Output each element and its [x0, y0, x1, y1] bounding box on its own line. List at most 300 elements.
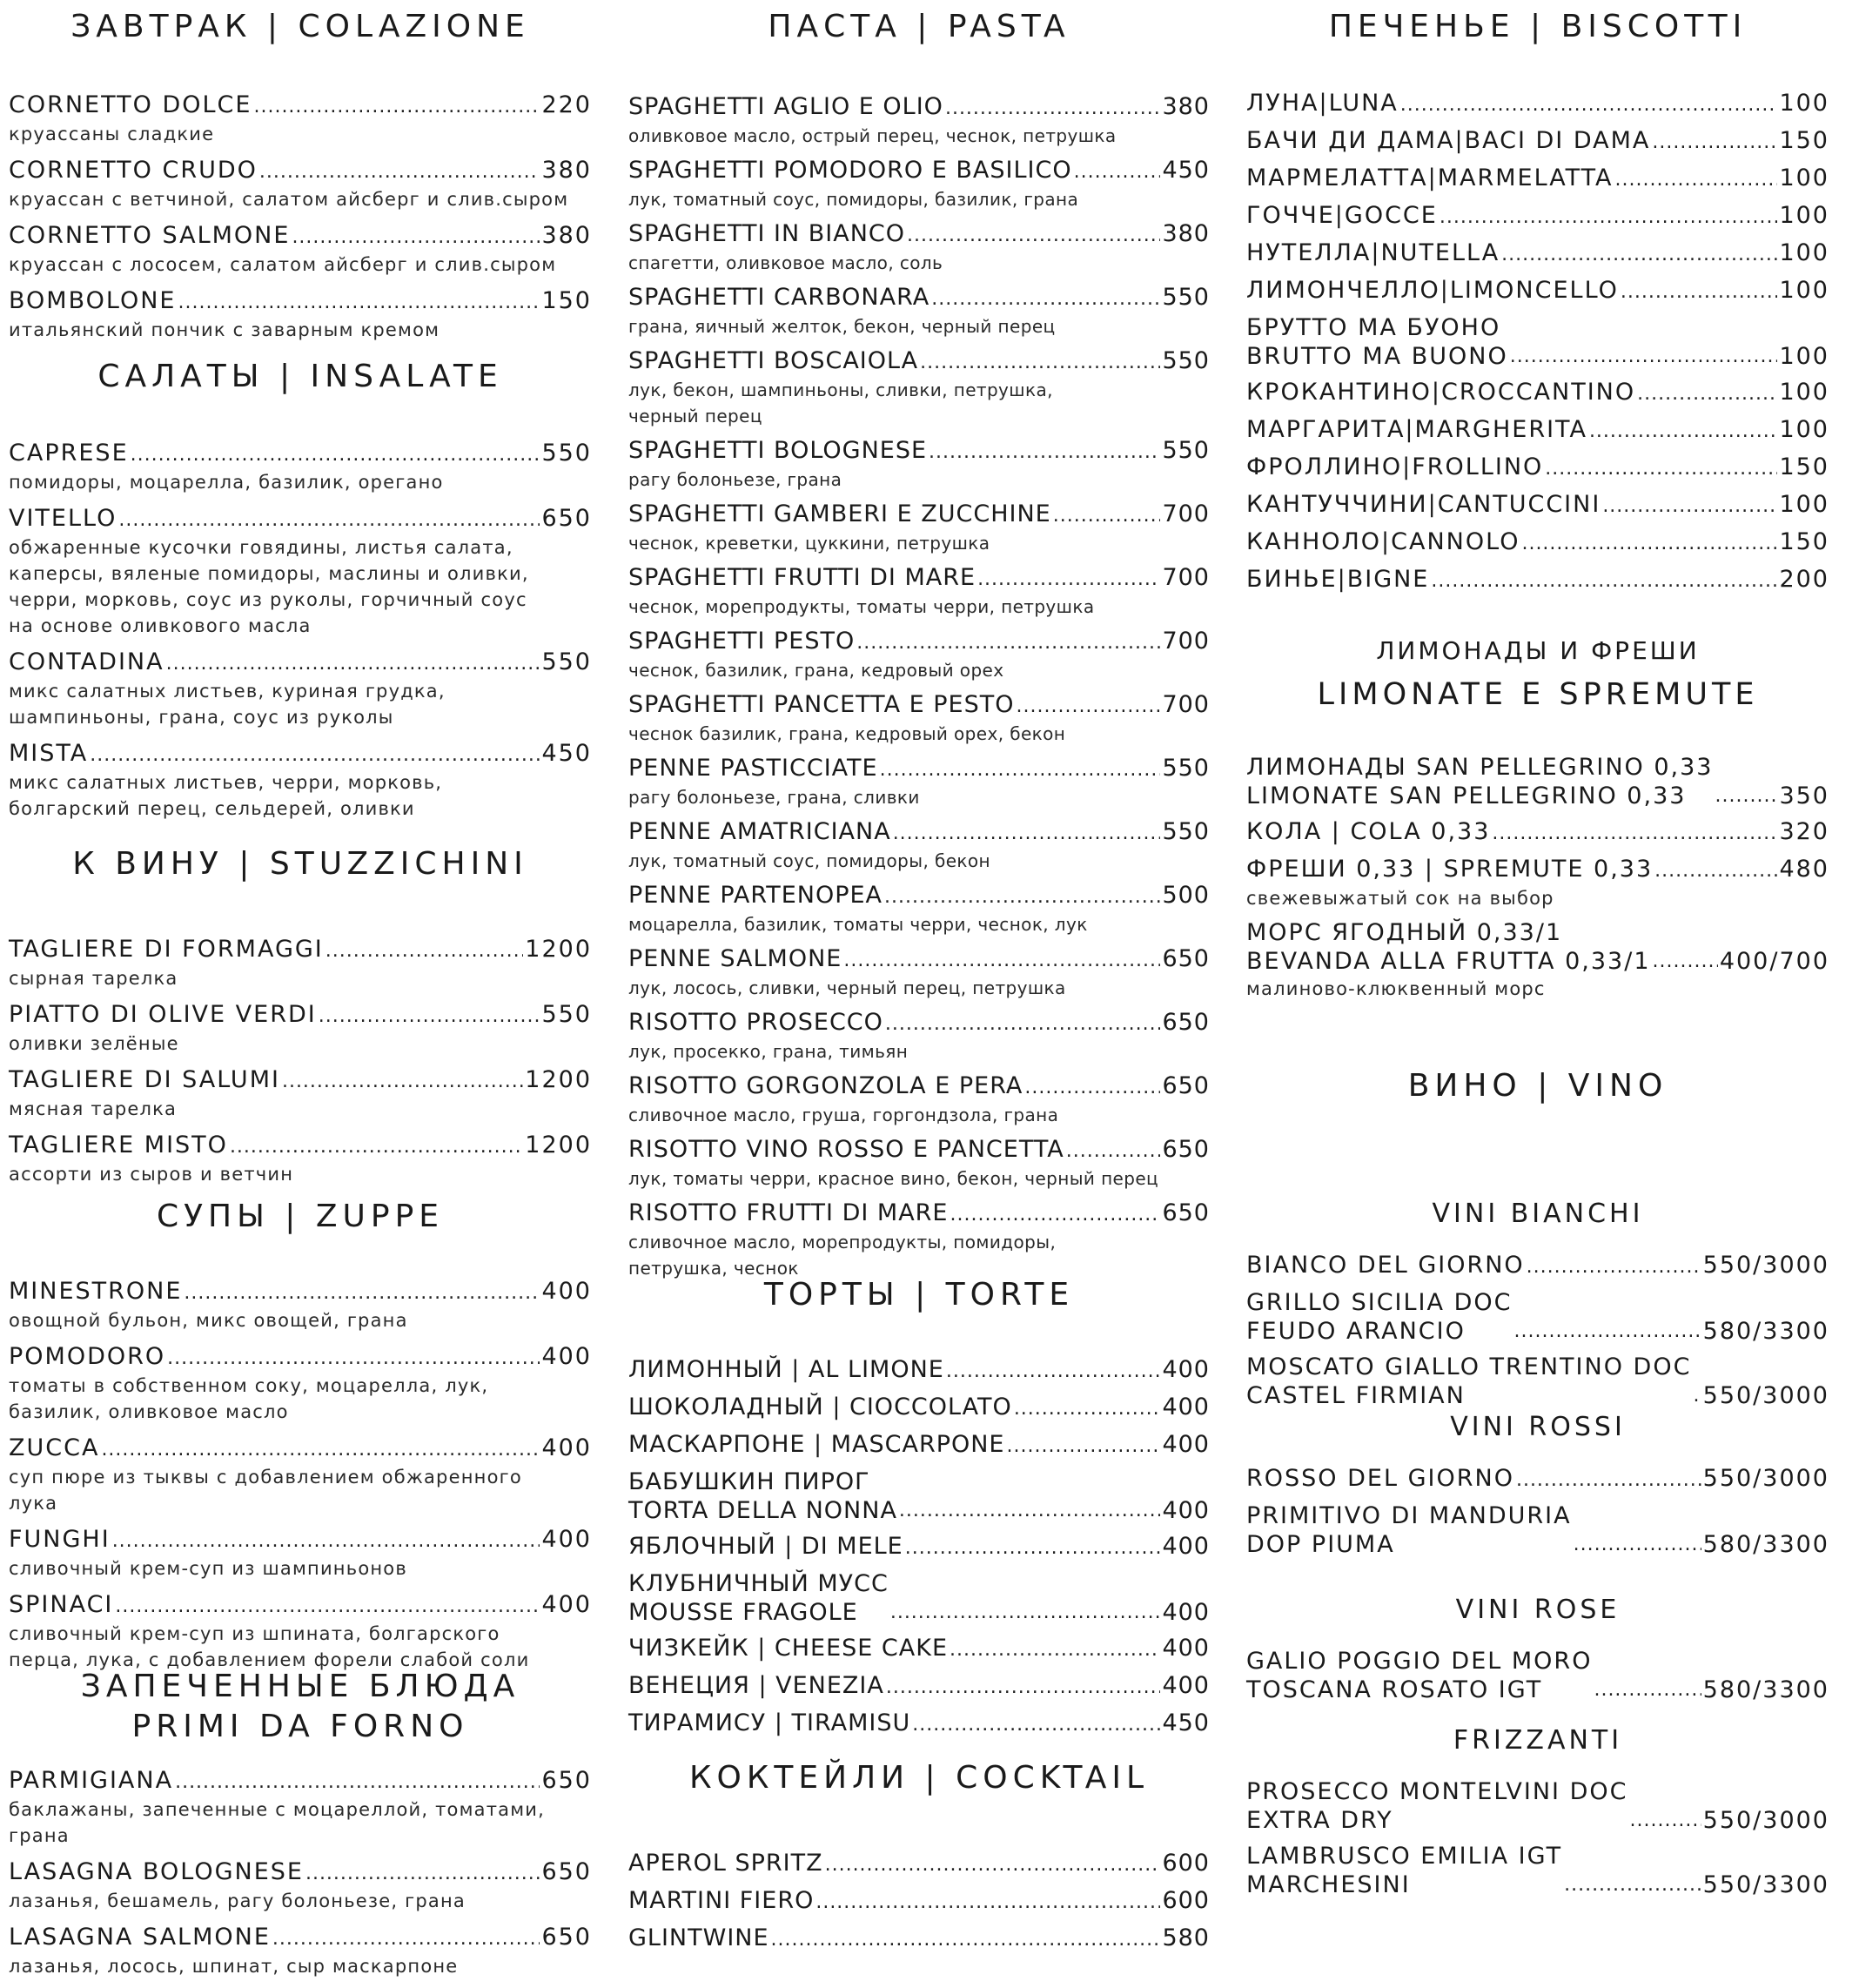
menu-item-name: PROSECCO MONTELVINI DOC EXTRA DRY: [1246, 1778, 1628, 1834]
menu-item-price: 580/3300: [1702, 1676, 1829, 1703]
menu-item-name: БРУТТО МА БУОНО BRUTTO MA BUONO: [1246, 314, 1508, 370]
menu-section: [1246, 1197, 1829, 1417]
dot-leader: [230, 1132, 523, 1161]
menu-item-name: SPAGHETTI PANCETTA E PESTO: [628, 691, 1015, 718]
menu-item-name: КАНТУЧЧИНИ|CANTUCCINI: [1246, 491, 1601, 518]
menu-item-line: [9, 1131, 592, 1161]
menu-item-price: 100: [1779, 239, 1829, 266]
menu-item: [9, 1590, 592, 1673]
dot-leader: [1589, 417, 1778, 446]
dot-leader: [931, 285, 1160, 313]
menu-item-line: [628, 500, 1210, 530]
menu-item: [1246, 565, 1829, 595]
menu-item: [9, 439, 592, 495]
section-title: ЗАПЕЧЕННЫЕ БЛЮДА PRIMI DA FORNO: [80, 1669, 520, 1744]
menu-item: [9, 1342, 592, 1425]
dot-leader: [115, 1592, 540, 1621]
menu-item-line: [628, 1135, 1210, 1165]
menu-item-price: 100: [1779, 343, 1829, 370]
menu-item-description: чеснок, базилик, грана, кедровый орех: [628, 660, 1004, 681]
menu-item-line: [9, 504, 592, 534]
menu-item-price: 400: [541, 1278, 592, 1305]
menu-item-line: [628, 92, 1210, 123]
menu-item-price: 400: [1162, 1394, 1210, 1420]
menu-item: [1246, 276, 1829, 306]
menu-item-name: SPAGHETTI FRUTTI DI MARE: [628, 564, 976, 591]
menu-item: [9, 1525, 592, 1582]
menu-section: [1246, 1723, 1829, 1906]
menu-item-name: MARTINI FIERO: [628, 1887, 815, 1914]
menu-item-price: 400/700: [1719, 948, 1829, 975]
menu-item-name: TAGLIERE MISTO: [9, 1132, 228, 1159]
menu-item-line: [628, 1886, 1210, 1917]
menu-item-description: микс салатных листьев, черри, морковь, болгарский перец, сельдерей, оливки: [9, 772, 443, 819]
menu-item-line: [9, 1923, 592, 1953]
dot-leader: [1621, 278, 1778, 306]
menu-item-line: [1246, 378, 1829, 408]
section-title: ТОРТЫ | TORTE: [763, 1277, 1075, 1313]
menu-item: [628, 1634, 1210, 1664]
menu-item-name: MOSCATO GIALLO TRENTINO DOC CASTEL FIRMIAN: [1246, 1353, 1692, 1409]
menu-item-line: [1246, 1777, 1829, 1835]
menu-item-line: [1246, 1251, 1829, 1281]
menu-item-line: [628, 881, 1210, 911]
menu-item-line: [628, 1924, 1210, 1954]
menu-item-price: 580: [1162, 1924, 1210, 1951]
dot-leader: [856, 628, 1160, 657]
menu-item: [9, 1857, 592, 1914]
menu-item: [1246, 164, 1829, 194]
menu-item-name: НУТЕЛЛА|NUTELLA: [1246, 239, 1500, 266]
menu-item-price: 550: [1162, 437, 1210, 464]
menu-item: [1246, 527, 1829, 558]
dot-leader: [929, 438, 1160, 467]
menu-item-description: лазанья, бешамель, рагу болоньезе, грана: [9, 1891, 466, 1911]
menu-item-line: [628, 1430, 1210, 1461]
menu-item-line: [628, 690, 1210, 721]
menu-item-price: 600: [1162, 1850, 1210, 1877]
menu-item-line: [628, 1709, 1210, 1739]
menu-item-description: рагу болоньезе, грана, сливки: [628, 787, 920, 808]
menu-item: [1246, 918, 1829, 1002]
menu-item-price: 100: [1779, 277, 1829, 304]
menu-item: [1246, 126, 1829, 157]
menu-item-description: чеснок базилик, грана, кедровый орех, бекон: [628, 723, 1066, 744]
menu-item: [1246, 1501, 1829, 1559]
menu-item-name: RISOTTO FRUTTI DI MARE: [628, 1199, 949, 1226]
menu-item-description: обжаренные кусочки говядины, листья салата, каперсы, вяленые помидоры, маслины и оливки, черри, морковь, соус из руколы, горчичный соус на основе оливкового масла: [9, 537, 529, 636]
menu-item-price: 500: [1162, 882, 1210, 909]
menu-section: [628, 7, 1210, 1288]
menu-item: [628, 1135, 1210, 1192]
dot-leader: [178, 288, 540, 317]
menu-item-description: круассаны сладкие: [9, 124, 215, 144]
dot-leader: [1715, 782, 1778, 810]
menu-item-description: рагу болоньезе, грана: [628, 469, 842, 490]
menu-item-line: [9, 648, 592, 678]
menu-item: [9, 1923, 592, 1979]
menu-item-line: [628, 1532, 1210, 1562]
menu-item-line: [9, 1766, 592, 1797]
menu-item-description: лук, томаты черри, красное вино, бекон, черный перец: [628, 1168, 1159, 1189]
menu-item-price: 400: [541, 1343, 592, 1370]
menu-item-description: томаты в собственном соку, моцарелла, лук, базилик, оливковое масло: [9, 1375, 489, 1422]
menu-item-name: ШОКОЛАДНЫЙ | CIOCCOLATO: [628, 1394, 1012, 1420]
menu-item-price: 480: [1779, 856, 1829, 883]
dot-leader: [166, 649, 540, 678]
section-title: САЛАТЫ | INSALATE: [97, 359, 503, 394]
menu-item-price: 150: [541, 287, 592, 314]
menu-item-line: [1246, 1842, 1829, 1899]
section-title: КОКТЕЙЛИ | COCKTAIL: [688, 1760, 1150, 1796]
menu-item-line: [1246, 201, 1829, 232]
menu-item: [628, 283, 1210, 339]
menu-item-line: [9, 286, 592, 317]
menu-item-name: PENNE PASTICCIATE: [628, 755, 878, 782]
menu-item-name: MINESTRONE: [9, 1278, 183, 1305]
menu-item-description: малиново-клюквенный морс: [1246, 978, 1546, 999]
dot-leader: [1574, 1530, 1701, 1559]
menu-item-line: [628, 1569, 1210, 1627]
menu-item-line: [1246, 527, 1829, 558]
menu-item-name: PENNE AMATRICIANA: [628, 818, 891, 845]
menu-item-price: 550: [1162, 755, 1210, 782]
menu-item-name: TAGLIERE DI SALUMI: [9, 1066, 280, 1093]
dot-leader: [977, 565, 1160, 594]
menu-item: [9, 1131, 592, 1187]
menu-item: [628, 156, 1210, 212]
menu-item-description: сливочное масло, морепродукты, помидоры, петрушка, чеснок: [628, 1232, 1057, 1279]
menu-item-description: лук, лосось, сливки, черный перец, петрушка: [628, 977, 1066, 998]
dot-leader: [305, 1859, 540, 1888]
menu-item-price: 380: [541, 157, 592, 184]
menu-item-name: CORNETTO SALMONE: [9, 222, 291, 249]
menu-item: [1246, 378, 1829, 408]
menu-item-price: 650: [541, 1924, 592, 1951]
menu-item: [628, 1071, 1210, 1128]
dot-leader: [950, 1200, 1161, 1229]
menu-item-name: БАЧИ ДИ ДАМА|BACI DI DAMA: [1246, 127, 1651, 154]
menu-item: [9, 1434, 592, 1516]
menu-item-line: [628, 1071, 1210, 1102]
menu-item-line: [628, 1849, 1210, 1879]
menu-item: [1246, 89, 1829, 119]
menu-item: [9, 1065, 592, 1122]
menu-item: [1246, 817, 1829, 848]
section-title: ЛИМОНАДЫ И ФРЕШИ: [1376, 636, 1700, 665]
menu-item-line: [628, 156, 1210, 186]
menu-item-name: LAMBRUSCO EMILIA IGT MARCHESINI: [1246, 1843, 1563, 1898]
dot-leader: [912, 1710, 1160, 1739]
menu-item-price: 380: [541, 222, 592, 249]
menu-item-price: 450: [541, 740, 592, 767]
menu-item-price: 1200: [525, 1066, 592, 1093]
dot-leader: [880, 756, 1161, 784]
menu-item-description: мясная тарелка: [9, 1098, 178, 1119]
menu-item-name: MISTA: [9, 740, 89, 767]
menu-item-line: [1246, 415, 1829, 446]
menu-item-price: 580/3300: [1702, 1318, 1829, 1345]
menu-item-description: оливки зелёные: [9, 1033, 179, 1054]
dot-leader: [1652, 128, 1777, 157]
menu-item-description: лук, томатный соус, помидоры, бекон: [628, 850, 990, 871]
menu-item-description: сливочный крем-суп из шпината, болгарского перца, лука, с добавлением форели слабой соли: [9, 1623, 530, 1670]
menu-item-line: [9, 1065, 592, 1096]
menu-item-description: спагетти, оливковое масло, соль: [628, 252, 943, 273]
menu-item-description: чеснок, морепродукты, томаты черри, петрушка: [628, 596, 1095, 617]
menu-item-line: [9, 1434, 592, 1464]
menu-item: [628, 1393, 1210, 1423]
menu-item-price: 650: [1162, 1072, 1210, 1099]
menu-item-line: [9, 935, 592, 965]
menu-item: [628, 1430, 1210, 1461]
menu-item-line: [628, 1355, 1210, 1386]
menu-item-line: [1246, 817, 1829, 848]
menu-item-name: ЛИМОНЧЕЛЛО|LIMONCELLO: [1246, 277, 1619, 304]
section-title: VINI ROSE: [1455, 1595, 1621, 1625]
menu-item-line: [628, 1634, 1210, 1664]
menu-item-description: ассорти из сыров и ветчин: [9, 1164, 294, 1185]
menu-item-price: 400: [1162, 1599, 1210, 1626]
dot-leader: [1602, 492, 1777, 521]
dot-leader: [1521, 529, 1777, 558]
menu-item: [628, 92, 1210, 149]
menu-item-price: 600: [1162, 1887, 1210, 1914]
menu-item: [628, 563, 1210, 620]
menu-item-line: [628, 627, 1210, 657]
dot-leader: [1501, 240, 1777, 269]
menu-item-price: 650: [1162, 1199, 1210, 1226]
menu-item-line: [9, 739, 592, 769]
menu-item-name: МАРМЕЛАТТА|MARMELATTA: [1246, 165, 1614, 191]
menu-item-price: 550/3000: [1702, 1465, 1829, 1492]
menu-item-price: 550: [1162, 284, 1210, 311]
menu-item-name: LASAGNA BOLOGNESE: [9, 1858, 304, 1885]
menu-item: [1246, 1464, 1829, 1494]
menu-section: [9, 1667, 592, 1988]
dot-leader: [1014, 1394, 1161, 1423]
menu-item-price: 550/3000: [1702, 1252, 1829, 1279]
menu-item-name: PENNE PARTENOPEA: [628, 882, 883, 909]
menu-item-price: 400: [1162, 1497, 1210, 1524]
menu-item-name: PARMIGIANA: [9, 1767, 174, 1794]
menu-item-line: [1246, 1353, 1829, 1410]
dot-leader: [1017, 692, 1161, 721]
menu-item: [628, 1569, 1210, 1627]
dot-leader: [175, 1768, 540, 1797]
menu-item-line: [1246, 490, 1829, 521]
menu-item-name: TAGLIERE DI FORMAGGI: [9, 936, 324, 963]
section-title: ВИНО | VINO: [1407, 1068, 1668, 1104]
menu-item-description: лук, просекко, грана, тимьян: [628, 1041, 909, 1062]
dot-leader: [1053, 501, 1161, 530]
menu-item: [628, 1199, 1210, 1281]
menu-item-description: сырная тарелка: [9, 968, 178, 989]
dot-leader: [292, 223, 540, 252]
menu-item-line: [1246, 164, 1829, 194]
dot-leader: [325, 937, 524, 965]
menu-item-price: 200: [1779, 566, 1829, 593]
menu-item-name: МАСКАРПОНЕ | MASCARPONE: [628, 1431, 1005, 1458]
menu-item-description: моцарелла, базилик, томаты черри, чеснок, лук: [628, 914, 1088, 935]
dot-leader: [1492, 819, 1777, 848]
menu-item-name: ЧИЗКЕЙК | CHEESE CAKE: [628, 1635, 949, 1662]
menu-item: [628, 690, 1210, 747]
menu-item: [628, 1924, 1210, 1954]
menu-item-price: 700: [1162, 500, 1210, 527]
menu-item: [628, 1671, 1210, 1702]
menu-item-description: лук, бекон, шампиньоны, сливки, петрушка, черный перец: [628, 379, 1053, 426]
dot-leader: [815, 1888, 1160, 1917]
menu-item: [628, 754, 1210, 810]
menu-item-line: [1246, 918, 1829, 976]
menu-item: [1246, 1842, 1829, 1899]
dot-leader: [1074, 158, 1161, 186]
menu-item-description: круассан с ветчиной, салатом айсберг и слив.сыром: [9, 189, 569, 210]
menu-item-price: 650: [541, 1767, 592, 1794]
menu-section: [9, 7, 592, 352]
menu-item-name: ФРОЛЛИНО|FROLLINO: [1246, 453, 1544, 480]
dot-leader: [843, 946, 1160, 975]
section-subtitle: LIMONATE E SPREMUTE: [1317, 677, 1759, 712]
dot-leader: [1629, 1806, 1701, 1835]
menu-item: [1246, 855, 1829, 911]
menu-item: [628, 346, 1210, 429]
section-title: СУПЫ | ZUPPE: [156, 1199, 445, 1234]
menu-item-name: SPAGHETTI BOSCAIOLA: [628, 347, 919, 374]
menu-item: [628, 1849, 1210, 1879]
menu-item: [628, 436, 1210, 493]
dot-leader: [1564, 1870, 1701, 1899]
menu-item-price: 550/3000: [1702, 1807, 1829, 1834]
dot-leader: [253, 92, 540, 121]
menu-item-name: CONTADINA: [9, 648, 164, 675]
menu-item: [9, 91, 592, 147]
menu-item-line: [628, 283, 1210, 313]
menu-item-line: [628, 1671, 1210, 1702]
menu-item-price: 650: [1162, 945, 1210, 972]
menu-item-description: сливочное масло, груша, горгондзола, грана: [628, 1105, 1059, 1125]
dot-leader: [1594, 1676, 1701, 1704]
dot-leader: [1024, 1073, 1160, 1102]
menu-item-price: 450: [1162, 157, 1210, 184]
menu-item-name: CORNETTO DOLCE: [9, 91, 252, 118]
section-title: ЗАВТРАК | COLAZIONE: [70, 9, 530, 44]
menu-item-price: 650: [541, 1858, 592, 1885]
menu-item-name: ГОЧЧЕ|GOCCE: [1246, 202, 1438, 229]
menu-item-price: 400: [541, 1526, 592, 1553]
menu-item-description: сливочный крем-суп из шампиньонов: [9, 1558, 407, 1579]
menu-item-name: БАБУШКИН ПИРОГ TORTA DELLA NONNA: [628, 1468, 897, 1524]
menu-item-description: чеснок, креветки, цуккини, петрушка: [628, 533, 990, 554]
menu-item-price: 650: [1162, 1009, 1210, 1036]
menu-item-name: GALIO POGGIO DEL MORO TOSCANA ROSATO IGT: [1246, 1648, 1593, 1703]
menu-item-price: 100: [1779, 165, 1829, 191]
menu-item: [628, 944, 1210, 1001]
menu-item-name: PENNE SALMONE: [628, 945, 842, 972]
menu-item-name: APEROL SPRITZ: [628, 1850, 823, 1877]
menu-item-price: 380: [1162, 93, 1210, 120]
menu-item-line: [9, 91, 592, 121]
menu-item-name: VITELLO: [9, 505, 117, 532]
dot-leader: [886, 1673, 1161, 1702]
menu-item: [9, 1277, 592, 1333]
menu-item-name: BIANCO DEL GIORNO: [1246, 1252, 1525, 1279]
dot-leader: [118, 506, 540, 534]
menu-item-line: [1246, 753, 1829, 810]
menu-item: [628, 1467, 1210, 1525]
menu-item-price: 580/3300: [1702, 1531, 1829, 1558]
menu-item-line: [1246, 1288, 1829, 1346]
section-title: FRIZZANTI: [1453, 1725, 1623, 1756]
menu-item-price: 450: [1162, 1709, 1210, 1736]
menu-item-price: 100: [1779, 379, 1829, 406]
dot-leader: [282, 1067, 523, 1096]
menu-item-price: 150: [1779, 127, 1829, 154]
menu-item: [9, 1000, 592, 1057]
dot-leader: [112, 1527, 540, 1555]
menu-item-name: RISOTTO PROSECCO: [628, 1009, 883, 1036]
menu-section: [1246, 1410, 1829, 1566]
menu-item: [1246, 1251, 1829, 1281]
menu-item-line: [1246, 1501, 1829, 1559]
menu-item: [9, 221, 592, 278]
dot-leader: [1693, 1381, 1701, 1410]
menu-item: [628, 1008, 1210, 1065]
menu-item-line: [628, 817, 1210, 848]
menu-item-price: 400: [1162, 1672, 1210, 1699]
menu-item-price: 550: [541, 1001, 592, 1028]
menu-item: [628, 219, 1210, 276]
menu-item-price: 400: [541, 1591, 592, 1618]
dot-leader: [893, 819, 1161, 848]
section-title: К ВИНУ | STUZZICHINI: [72, 846, 528, 882]
menu-item-name: ВЕНЕЦИЯ | VENEZIA: [628, 1672, 884, 1699]
menu-item-name: SPAGHETTI CARBONARA: [628, 284, 930, 311]
dot-leader: [1400, 91, 1778, 119]
menu-item-price: 700: [1162, 564, 1210, 591]
menu-item-name: BOMBOLONE: [9, 287, 177, 314]
menu-item-name: ЛИМОНАДЫ SAN PELLEGRINO 0,33 LIMONATE SAN PELLEGRINO 0,33: [1246, 754, 1714, 809]
menu-item-name: ТИРАМИСУ | TIRAMISU: [628, 1709, 911, 1736]
menu-item: [9, 286, 592, 343]
menu-item-line: [1246, 89, 1829, 119]
menu-item: [628, 1709, 1210, 1739]
menu-item: [1246, 1353, 1829, 1410]
menu-item-price: 220: [541, 91, 592, 118]
section-title: ПЕЧЕНЬЕ | BISCOTTI: [1328, 9, 1748, 44]
menu-item: [1246, 753, 1829, 810]
menu-item-name: SPAGHETTI POMODORO E BASILICO: [628, 157, 1072, 184]
dot-leader: [101, 1435, 540, 1464]
menu-item-description: круассан с лососем, салатом айсберг и слив.сыром: [9, 254, 557, 275]
menu-item-price: 150: [1779, 528, 1829, 555]
dot-leader: [1516, 1466, 1701, 1494]
menu-item-line: [9, 439, 592, 469]
menu-item-name: GRILLO SICILIA DOC FEUDO ARANCIO: [1246, 1289, 1513, 1345]
menu-item-line: [9, 1342, 592, 1373]
menu-item-description: грана, яичный желток, бекон, черный перец: [628, 316, 1056, 337]
menu-item-price: 700: [1162, 691, 1210, 718]
menu-item: [1246, 1288, 1829, 1346]
menu-item-name: LASAGNA SALMONE: [9, 1924, 271, 1951]
dot-leader: [1007, 1432, 1161, 1461]
menu-item-name: CAPRESE: [9, 440, 129, 467]
menu-item-price: 320: [1779, 818, 1829, 845]
menu-item: [628, 817, 1210, 874]
menu-item-line: [628, 346, 1210, 377]
menu-item-name: ЛИМОННЫЙ | AL LIMONE: [628, 1356, 944, 1383]
